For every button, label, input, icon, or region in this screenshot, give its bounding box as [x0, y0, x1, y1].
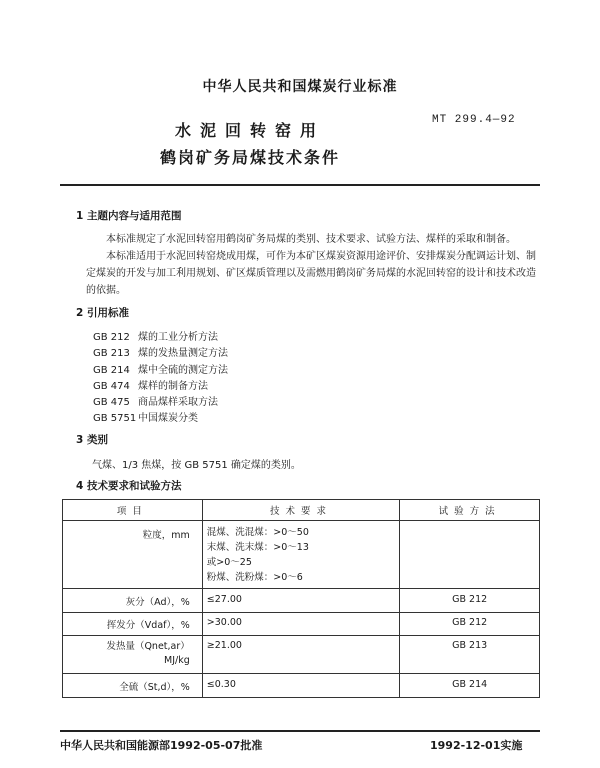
document-title-line1: 水泥回转窑用: [174, 121, 325, 140]
row-method: [400, 521, 540, 589]
row-req: ≤0.30: [202, 674, 400, 698]
section-3-text: 气煤、1/3 焦煤，按 GB 5751 确定煤的类别。: [92, 460, 301, 471]
row-item: 全硫（St,d），%: [63, 674, 203, 698]
reference-item: GB 213 煤的发热量测定方法: [93, 348, 228, 360]
reference-list: [93, 330, 228, 428]
row-req: 混煤、洗混煤：>0～50 末煤、洗末煤：>0～13 或>0～25 粉煤、洗粉煤：>0～6: [202, 521, 400, 589]
section-1-para2: 本标准适用于水泥回转窑烧成用煤，可作为本矿区煤炭资源用途评价、安排煤炭分配调运计划、制定煤炭的开发与加工利用规划、矿区煤质管理以及需燃用鹤岗矿务局煤的水泥回转窑的设计和技术改造的依据。: [86, 251, 536, 296]
standard-code: MT 299.4—92: [432, 114, 516, 126]
row-req: ≥21.00: [202, 636, 400, 674]
reference-item: GB 474 煤样的制备方法: [93, 380, 208, 392]
effective-date: 1992-12-01实施: [430, 739, 523, 752]
table-row: [63, 521, 540, 589]
footer-divider: [60, 730, 540, 732]
table-row: [63, 674, 540, 698]
table-row: [63, 636, 540, 674]
row-req: >30.00: [202, 613, 400, 636]
reference-item: GB 214 煤中全硫的测定方法: [93, 364, 228, 376]
document-title-line2: 鹤岗矿务局煤技术条件: [159, 148, 340, 167]
spec-table: [62, 499, 540, 698]
approval-note: 中华人民共和国能源部1992-05-07批准: [60, 739, 263, 752]
section-1-heading: 1 主题内容与适用范围: [76, 210, 182, 222]
section-1-para1: 本标准规定了水泥回转窑用鹤岗矿务局煤的类别、技术要求、试验方法、煤样的采取和制备。: [106, 234, 516, 245]
table-row: [63, 589, 540, 613]
row-method: GB 213: [400, 636, 540, 674]
row-req: ≤27.00: [202, 589, 400, 613]
table-row: [63, 613, 540, 636]
row-method: GB 214: [400, 674, 540, 698]
row-method: GB 212: [400, 589, 540, 613]
reference-item: GB 212 煤的工业分析方法: [93, 332, 218, 343]
organization-title: 中华人民共和国煤炭行业标准: [202, 79, 398, 95]
row-item: 挥发分（Vdaf），%: [63, 613, 203, 636]
reference-item: GB 5751 中国煤炭分类: [93, 413, 198, 425]
section-3-heading: 3 类别: [76, 434, 108, 446]
section-4-heading: 4 技术要求和试验方法: [76, 480, 182, 492]
col-method-header: 试验方法: [400, 500, 540, 521]
row-item: 粒度，mm: [63, 521, 203, 589]
header-divider: [60, 184, 540, 186]
table-header-row: [63, 500, 540, 521]
section-1-body: [86, 231, 540, 299]
reference-item: GB 475 商品煤样采取方法: [93, 397, 218, 409]
row-item: 灰分（Ad），%: [63, 589, 203, 613]
section-2-heading: 2 引用标准: [76, 307, 129, 319]
row-item: 发热量（Qnet,ar） MJ/kg: [63, 636, 203, 674]
col-item-header: 项目: [63, 500, 203, 521]
col-req-header: 技术要求: [202, 500, 400, 521]
row-method: GB 212: [400, 613, 540, 636]
